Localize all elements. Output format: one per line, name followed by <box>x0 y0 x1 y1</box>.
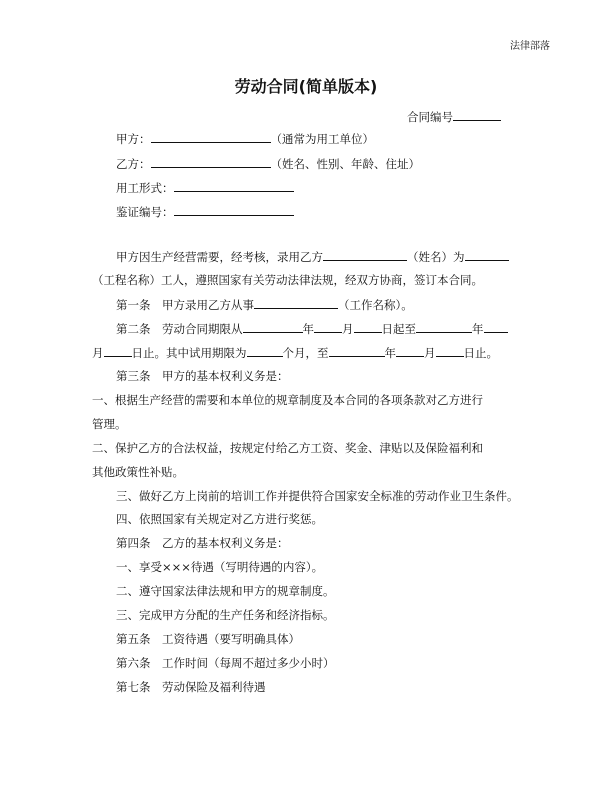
party-a-label: 甲方： <box>116 132 151 146</box>
document-title: 劳动合同(简单版本) <box>234 77 378 96</box>
paragraph: 一、享受×××待遇（写明待遇的内容）。 <box>116 560 324 574</box>
party-a-blank[interactable] <box>151 130 271 143</box>
article-2-line-2 <box>92 344 498 361</box>
contract-number-label: 合同编号 <box>407 110 453 124</box>
article-1-text-b: （工作名称）。 <box>338 298 413 312</box>
day-end-label: 日止。 <box>463 346 498 360</box>
intro-line-1 <box>116 248 509 265</box>
paragraph: 三、做好乙方上岗前的培训工作并提供符合国家安全标准的劳动作业卫生条件。 <box>116 489 519 503</box>
header-brand: 法律部落 <box>510 41 550 52</box>
start-year-blank[interactable] <box>243 320 303 333</box>
field-party-a <box>116 130 374 147</box>
end-month-part-blank[interactable] <box>484 320 508 333</box>
employment-form-blank[interactable] <box>174 179 294 192</box>
year-label: 年 <box>384 346 396 360</box>
probation-day-blank[interactable] <box>436 344 464 357</box>
project-blank[interactable] <box>465 248 509 261</box>
article-2-line-1 <box>116 320 508 337</box>
probation-year-blank[interactable] <box>329 344 385 357</box>
article-2-text: 第二条 劳动合同期限从 <box>116 322 243 336</box>
paragraph: 一、根据生产经营的需要和本单位的规章制度及本合同的各项条款对乙方进行 <box>92 393 483 407</box>
probation-month-blank[interactable] <box>396 344 424 357</box>
intro-text-a: 甲方因生产经营需要，经考核，录用乙方 <box>116 250 323 264</box>
party-a-note: （通常为用工单位） <box>270 132 374 146</box>
paragraph: 第三条 甲方的基本权利义务是： <box>116 369 289 383</box>
year-label: 年 <box>472 322 484 336</box>
month-label: 月 <box>424 346 436 360</box>
paragraph: 第四条 乙方的基本权利义务是： <box>116 536 289 550</box>
party-b-blank[interactable] <box>151 155 271 168</box>
end-year-blank[interactable] <box>416 320 472 333</box>
party-b-label: 乙方： <box>116 157 151 171</box>
intro-line-2: （工程名称）工人，遵照国家有关劳动法律法规，经双方协商，签订本合同。 <box>92 273 483 287</box>
party-b-name-blank[interactable] <box>323 248 407 261</box>
paragraph: 三、完成甲方分配的生产任务和经济指标。 <box>116 608 335 622</box>
day-to-label: 日止。其中试用期限为 <box>131 346 247 360</box>
end-day-blank[interactable] <box>104 344 132 357</box>
contract-number-line <box>407 108 501 125</box>
field-party-b <box>116 155 420 172</box>
verification-no-label: 鉴证编号： <box>116 205 174 219</box>
field-employment-form <box>116 179 294 196</box>
contract-number-blank[interactable] <box>453 108 501 121</box>
field-verification-no <box>116 203 294 220</box>
paragraph: 二、保护乙方的合法权益，按规定付给乙方工资、奖金、津贴以及保险福利和 <box>92 441 483 455</box>
paragraph: 管理。 <box>92 417 127 431</box>
paragraph: 第五条 工资待遇（要写明确具体） <box>116 632 300 646</box>
month-label: 月 <box>92 346 104 360</box>
paragraph: 第七条 劳动保险及福利待遇 <box>116 680 266 694</box>
year-label: 年 <box>302 322 314 336</box>
start-month-blank[interactable] <box>314 320 342 333</box>
start-day-blank[interactable] <box>354 320 382 333</box>
paragraph: 其他政策性补贴。 <box>92 465 184 479</box>
verification-no-blank[interactable] <box>174 203 294 216</box>
article-1 <box>116 296 413 313</box>
month-label: 月 <box>342 322 354 336</box>
party-b-note: （姓名、性别、年龄、住址） <box>270 157 420 171</box>
article-1-text-a: 第一条 甲方录用乙方从事 <box>116 298 254 312</box>
months-label: 个月，至 <box>282 346 329 360</box>
employment-form-label: 用工形式： <box>116 181 174 195</box>
paragraph: 二、遵守国家法律法规和甲方的规章制度。 <box>116 584 335 598</box>
probation-months-blank[interactable] <box>247 344 283 357</box>
intro-text-b: （姓名）为 <box>407 250 465 264</box>
job-title-blank[interactable] <box>254 296 338 309</box>
day-from-label: 日起至 <box>381 322 416 336</box>
paragraph: 第六条 工作时间（每周不超过多少小时） <box>116 656 335 670</box>
paragraph: 四、依照国家有关规定对乙方进行奖惩。 <box>116 512 323 526</box>
